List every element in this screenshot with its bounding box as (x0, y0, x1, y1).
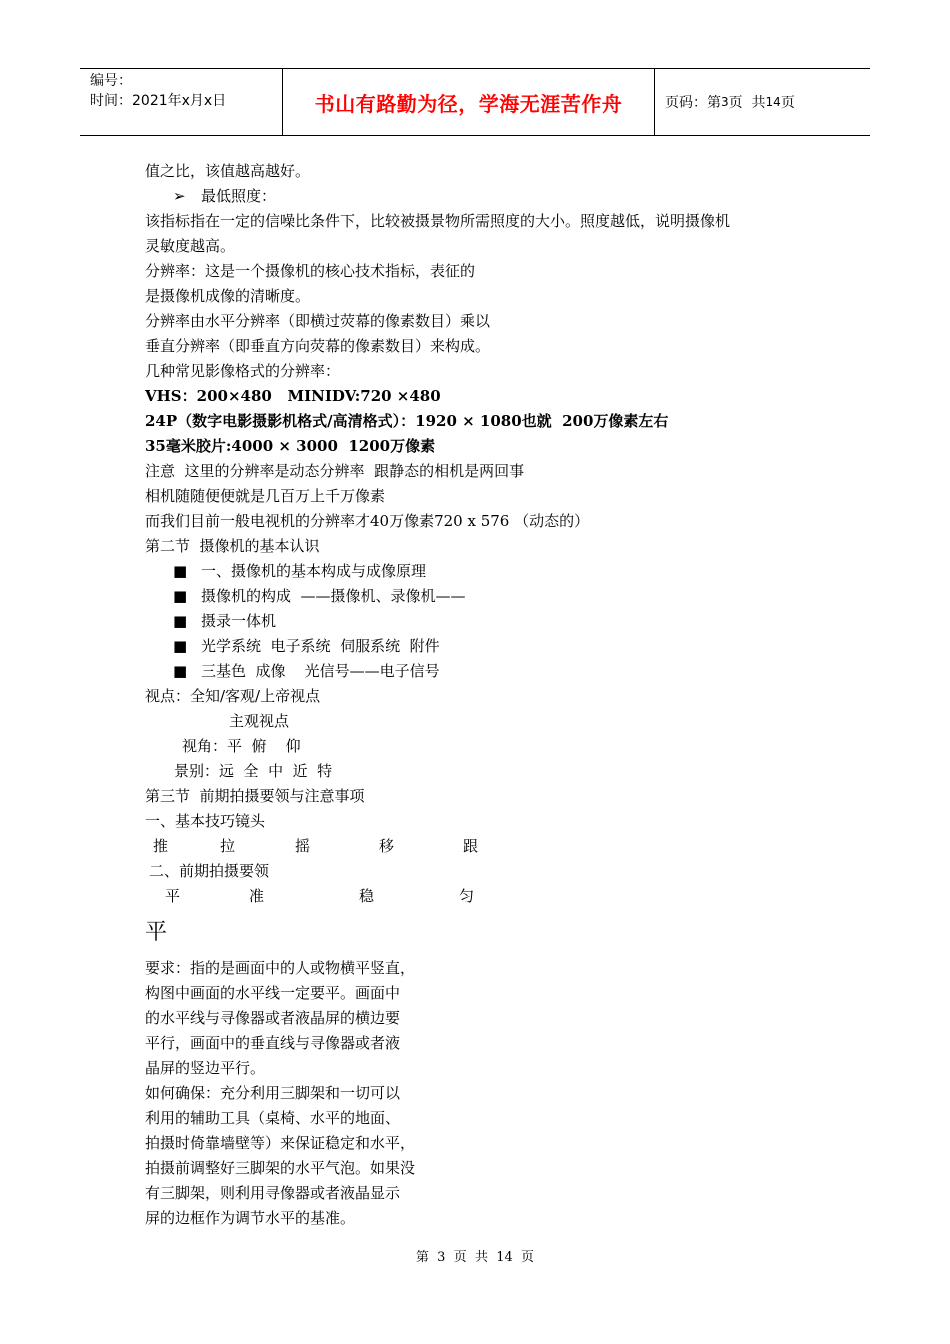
page-number: 3 (721, 95, 729, 109)
header-left-cell (80, 69, 283, 135)
square-bullet-icon: ■ (173, 562, 188, 580)
bullet-text: 一、摄像机的基本构成与成像原理 (201, 562, 427, 580)
paragraph-line: 值之比，该值越高越好。 (145, 162, 311, 180)
subsection-heading: 二、前期拍摄要领 (149, 862, 270, 880)
square-bullet-item (145, 659, 825, 684)
page-prefix: 页码：第 (665, 95, 721, 111)
paragraph-line: 要求：指的是画面中的人或物横平竖直， (145, 959, 416, 977)
header-page-info (655, 69, 870, 135)
square-bullet-icon: ■ (173, 612, 188, 630)
paragraph-line: 的水平线与寻像器或者液晶屏的横边要 (145, 1009, 401, 1027)
camera-moves-row (145, 834, 825, 859)
paragraph-line: 如何确保：充分利用三脚架和一切可以 (145, 1084, 401, 1102)
resolution-24p: 24P（数字电影摄影机格式/高清格式）：1920 × 1080也就 200万像素左右 (145, 412, 669, 430)
paragraph-line: 分辨率由水平分辨率（即横过荧幕的像素数目）乘以 (145, 312, 491, 330)
paragraph-line: 视点：全知/客观/上帝视点 (145, 687, 321, 705)
paragraph-line: 几种常见影像格式的分辨率： (145, 362, 341, 380)
section-heading: 第二节 摄像机的基本认识 (145, 537, 320, 555)
resolution-vhs: VHS：200×480 MINIDV:720 ×480 (145, 387, 441, 405)
page-suffix: 页 (780, 95, 795, 111)
paragraph-line: 平行，画面中的垂直线与寻像器或者液 (145, 1034, 401, 1052)
paragraph-line: 相机随随便便就是几百万上千万像素 (145, 487, 386, 505)
bullet-text: 光学系统 电子系统 伺服系统 附件 (201, 637, 440, 655)
document-date: 时间：2021年x月x日 (90, 93, 227, 109)
square-bullet-item (145, 634, 825, 659)
key-accurate: 准 (249, 887, 265, 905)
square-bullet-item (145, 584, 825, 609)
paragraph-line: 屏的边框作为调节水平的基准。 (145, 1209, 356, 1227)
square-bullet-icon: ■ (173, 662, 188, 680)
document-number-label: 编号： (90, 73, 132, 89)
bullet-text: 三基色 成像 光信号——电子信号 (201, 662, 440, 680)
paragraph-line: 主观视点 (229, 712, 290, 730)
paragraph-line: 利用的辅助工具（桌椅、水平的地面、 (145, 1109, 401, 1127)
paragraph-line: 景别：远 全 中 近 特 (174, 762, 333, 780)
paragraph-line: 垂直分辨率（即垂直方向荧幕的像素数目）来构成。 (145, 337, 491, 355)
move-track: 移 (379, 837, 395, 855)
page-total: 14 (765, 95, 781, 109)
paragraph-line: 拍摄前调整好三脚架的水平气泡。如果没 (145, 1159, 416, 1177)
key-level: 平 (165, 887, 181, 905)
bullet-text: 最低照度： (201, 187, 277, 205)
page-footer: 第 3 页 共 14 页 (415, 1250, 535, 1265)
paragraph-line: 是摄像机成像的清晰度。 (145, 287, 311, 305)
square-bullet-item (145, 559, 825, 584)
paragraph-line: 拍摄时倚靠墙壁等）来保证稳定和水平， (145, 1134, 416, 1152)
bullet-text: 摄像机的构成 ——摄像机、录像机—— (201, 587, 466, 605)
square-bullet-icon: ■ (173, 587, 188, 605)
square-bullet-icon: ■ (173, 637, 188, 655)
move-pull: 拉 (220, 837, 236, 855)
paragraph-line: 而我们目前一般电视机的分辨率才40万像素720 x 576 （动态的） (145, 512, 590, 530)
bullet-text: 摄录一体机 (201, 612, 277, 630)
page-header (80, 68, 870, 136)
subsection-heading: 一、基本技巧镜头 (145, 812, 266, 830)
key-steady: 稳 (359, 887, 375, 905)
arrow-bullet-item (145, 184, 825, 209)
move-pan: 摇 (295, 837, 311, 855)
paragraph-line: 分辨率：这是一个摄像机的核心技术指标，表征的 (145, 262, 476, 280)
resolution-35mm: 35毫米胶片:4000 × 3000 1200万像素 (145, 437, 436, 455)
shooting-keys-row (145, 884, 825, 909)
paragraph-line: 灵敏度越高。 (145, 237, 236, 255)
header-motto: 书山有路勤为径，学海无涯苦作舟 (283, 69, 655, 135)
key-even: 匀 (459, 887, 475, 905)
page-mid: 页 共 (728, 95, 766, 111)
document-body (145, 159, 825, 1231)
move-follow: 跟 (463, 837, 479, 855)
move-push: 推 (153, 837, 169, 855)
big-heading: 平 (145, 920, 168, 945)
square-bullet-item (145, 609, 825, 634)
arrow-bullet-icon: ➢ (173, 187, 186, 205)
paragraph-line: 注意 这里的分辨率是动态分辨率 跟静态的相机是两回事 (145, 462, 525, 480)
paragraph-line: 晶屏的竖边平行。 (145, 1059, 266, 1077)
paragraph-line: 该指标指在一定的信噪比条件下，比较被摄景物所需照度的大小。照度越低，说明摄像机 (145, 212, 731, 230)
paragraph-line: 有三脚架，则利用寻像器或者液晶显示 (145, 1184, 401, 1202)
paragraph-line: 视角：平 俯 仰 (182, 737, 301, 755)
section-heading: 第三节 前期拍摄要领与注意事项 (145, 787, 365, 805)
paragraph-line: 构图中画面的水平线一定要平。画面中 (145, 984, 401, 1002)
